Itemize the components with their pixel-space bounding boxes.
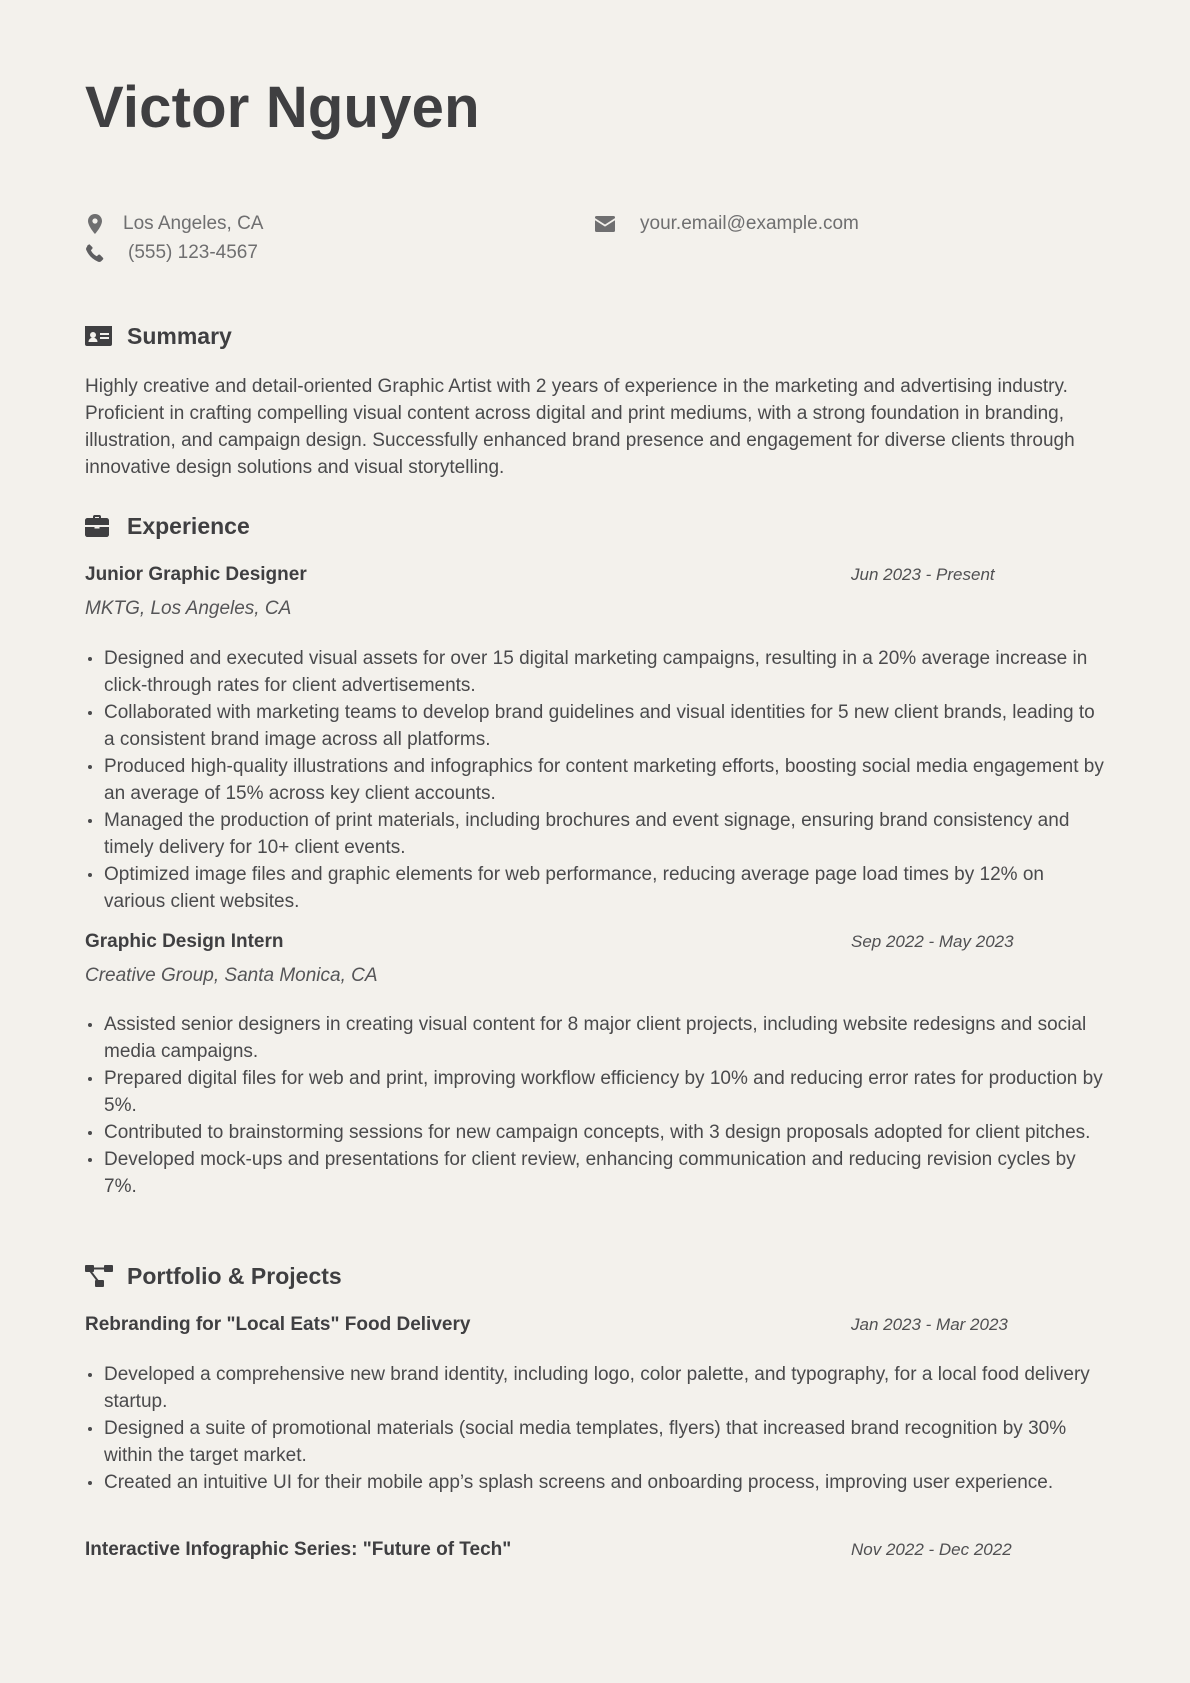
id-card-icon bbox=[85, 324, 113, 348]
job-bullets bbox=[85, 1011, 1110, 1200]
location-text: Los Angeles, CA bbox=[123, 213, 264, 234]
list-item: Prepared digital files for web and print, improving workflow efficiency by 10% and reducing error rates for production by 5%. bbox=[85, 1065, 1110, 1119]
summary-text: Highly creative and detail-oriented Graphic Artist with 2 years of experience in the marketing and advertising industry. Proficient in crafting compelling visual content across digital and print mediums, with a strong foundation in branding, illustration, and campaign design. Successfully enhanced brand presence and engagement for diverse clients through innovative design solutions and visual storytelling. bbox=[85, 376, 1075, 478]
list-item: Designed a suite of promotional materials (social media templates, flyers) that increased brand recognition by 30% within the target market. bbox=[85, 1415, 1110, 1469]
list-item: Developed a comprehensive new brand identity, including logo, color palette, and typography, for a local food delivery startup. bbox=[85, 1361, 1110, 1415]
project-title: Rebranding for "Local Eats" Food Delivery bbox=[85, 1314, 471, 1335]
list-item: Produced high-quality illustrations and infographics for content marketing efforts, boosting social media engagement by an average of 15% across key client accounts. bbox=[85, 753, 1110, 807]
job-company: Creative Group, Santa Monica, CA bbox=[85, 965, 378, 986]
summary-heading-row bbox=[85, 319, 232, 353]
phone-text: (555) 123-4567 bbox=[128, 242, 258, 263]
project-date: Jan 2023 - Mar 2023 bbox=[851, 1315, 1008, 1334]
list-item: Contributed to brainstorming sessions for new campaign concepts, with 3 design proposals adopted for client pitches. bbox=[85, 1119, 1110, 1146]
contact-email[interactable] bbox=[595, 210, 859, 238]
job-date: Jun 2023 - Present bbox=[851, 565, 995, 584]
list-item: Collaborated with marketing teams to develop brand guidelines and visual identities for 5 new client brands, leading to a consistent brand image across all platforms. bbox=[85, 699, 1110, 753]
briefcase-icon bbox=[85, 514, 113, 538]
contact-phone bbox=[85, 239, 258, 267]
project-bullets bbox=[85, 1361, 1110, 1496]
job-title: Junior Graphic Designer bbox=[85, 564, 307, 585]
summary-heading: Summary bbox=[127, 322, 232, 349]
list-item: Optimized image files and graphic elements for web performance, reducing average page load times by 12% on various client websites. bbox=[85, 861, 1110, 915]
candidate-name: Victor Nguyen bbox=[85, 75, 480, 140]
email-text[interactable]: your.email@example.com bbox=[640, 213, 859, 234]
project-title: Interactive Infographic Series: "Future of Tech" bbox=[85, 1539, 512, 1560]
experience-heading: Experience bbox=[127, 512, 250, 539]
envelope-icon bbox=[595, 214, 615, 234]
list-item: Assisted senior designers in creating visual content for 8 major client projects, including website redesigns and social media campaigns. bbox=[85, 1011, 1110, 1065]
map-marker-icon bbox=[85, 214, 105, 234]
list-item: Developed mock-ups and presentations for client review, enhancing communication and reducing revision cycles by 7%. bbox=[85, 1146, 1110, 1200]
job-date: Sep 2022 - May 2023 bbox=[851, 932, 1014, 951]
list-item: Designed and executed visual assets for over 15 digital marketing campaigns, resulting in a 20% average increase in click-through rates for client advertisements. bbox=[85, 645, 1110, 699]
list-item: Created an intuitive UI for their mobile app’s splash screens and onboarding process, improving user experience. bbox=[85, 1469, 1110, 1496]
projects-heading-row bbox=[85, 1259, 342, 1293]
job-company: MKTG, Los Angeles, CA bbox=[85, 598, 292, 619]
job-title: Graphic Design Intern bbox=[85, 931, 284, 952]
project-date: Nov 2022 - Dec 2022 bbox=[851, 1540, 1012, 1559]
phone-icon bbox=[85, 243, 105, 263]
project-diagram-icon bbox=[85, 1264, 113, 1288]
job-bullets bbox=[85, 645, 1110, 915]
contact-location bbox=[85, 210, 263, 238]
contact-info bbox=[85, 210, 1105, 270]
projects-heading: Portfolio & Projects bbox=[127, 1262, 342, 1289]
experience-heading-row bbox=[85, 509, 250, 543]
list-item: Managed the production of print materials, including brochures and event signage, ensuring brand consistency and timely delivery for 10+ client events. bbox=[85, 807, 1110, 861]
